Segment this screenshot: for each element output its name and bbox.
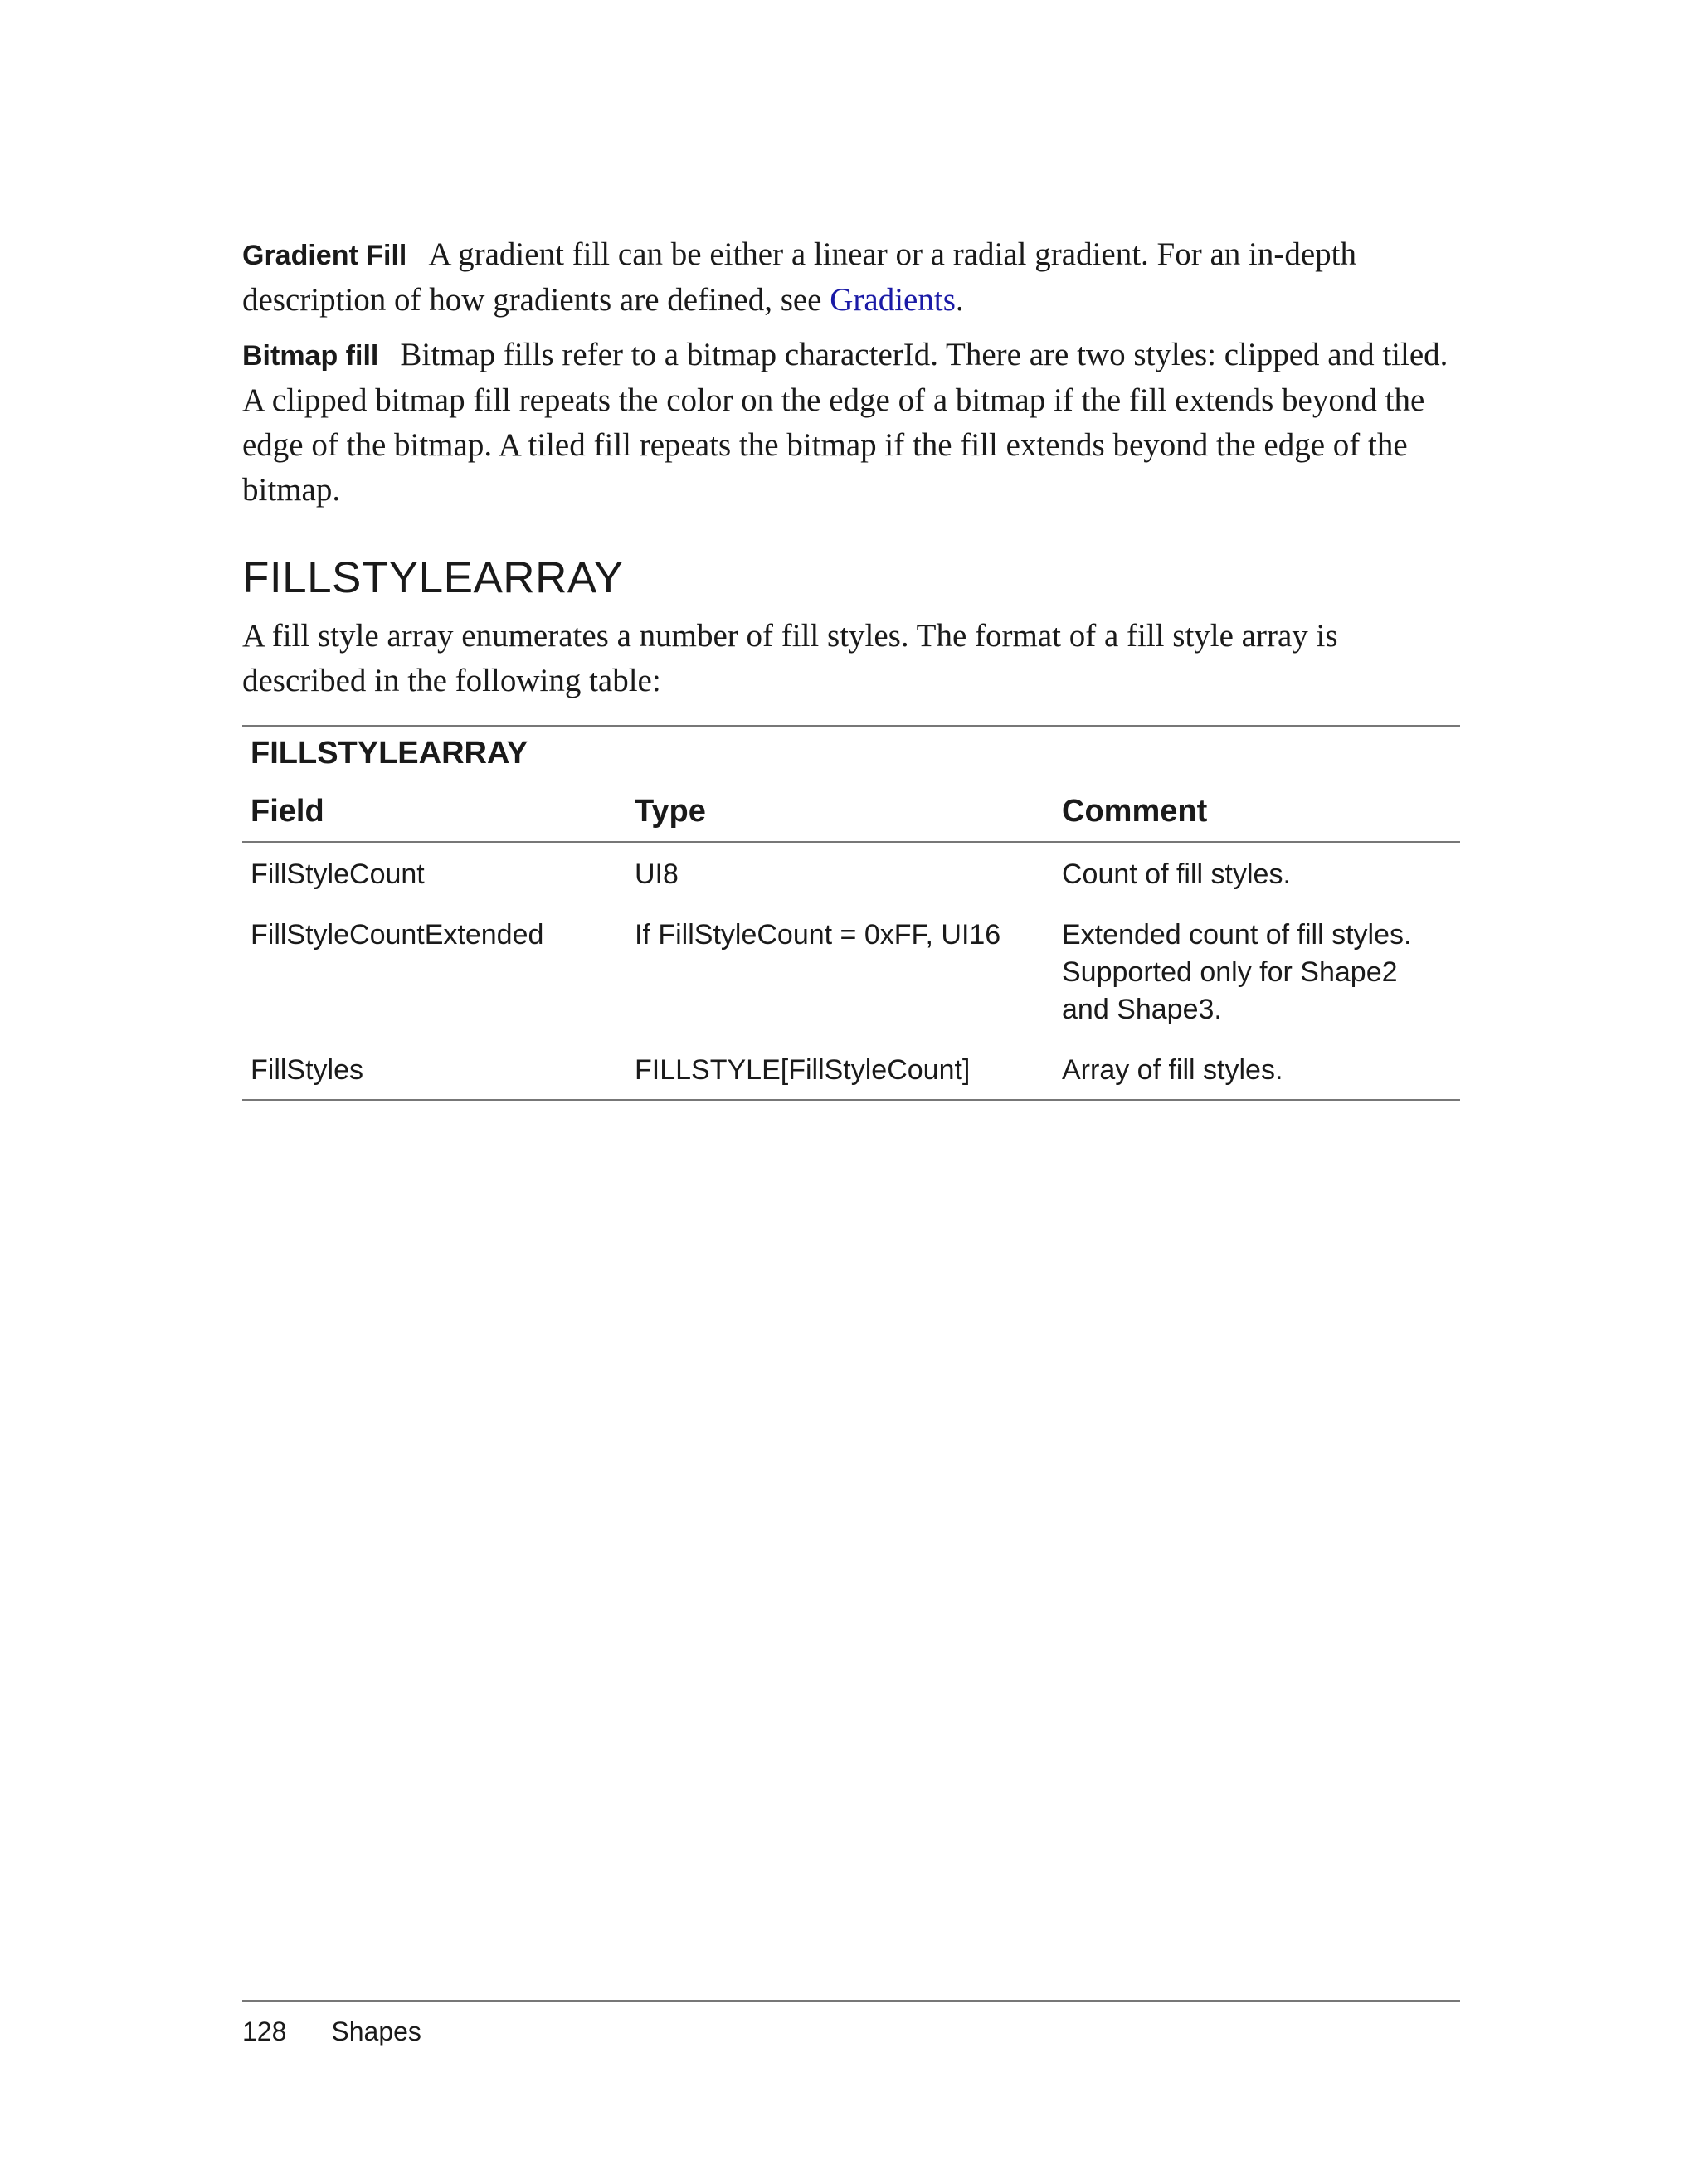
page-number: 128 [242, 2016, 287, 2046]
table-cell-comment: Array of fill styles. [1062, 1054, 1283, 1086]
table-cell-field: FillStyleCountExtended [251, 919, 544, 951]
table-header-field: Field [251, 794, 324, 829]
table-cell-comment: Count of fill styles. [1062, 859, 1291, 890]
gradient-fill-text: A gradient fill can be either a linear or a radial gradient. For an in-depth description of how gradients are defined, see [242, 236, 1357, 318]
table-row [242, 843, 1460, 903]
table-cell-field: FillStyles [251, 1054, 364, 1086]
gradient-fill-text-end: . [955, 282, 964, 318]
table-cell-type: UI8 [635, 859, 679, 890]
table-header-comment: Comment [1062, 794, 1208, 829]
bitmap-fill-text: Bitmap fills refer to a bitmap characterId. There are two styles: clipped and tiled. A clipped bitmap fill repeats the color on the edge of a bitmap if the fill extends beyond the edge of the bitmap. A tiled fill repeats the bitmap if the fill extends beyond the edge of the bitmap. [242, 337, 1448, 508]
table-cell-comment: Extended count of fill styles. Supported only for Shape2 and Shape3. [1062, 919, 1412, 1025]
section-heading: FILLSTYLEARRAY [242, 553, 624, 602]
section-intro: A fill style array enumerates a number of fill styles. The format of a fill style array is described in the following table: [242, 618, 1338, 698]
table-cell-type: If FillStyleCount = 0xFF, UI16 [635, 919, 1001, 951]
chapter-name: Shapes [331, 2016, 421, 2046]
page-content [242, 232, 1460, 1101]
table-header-type: Type [635, 794, 706, 829]
table-title: FILLSTYLEARRAY [251, 736, 528, 771]
table-cell-field: FillStyleCount [251, 859, 425, 890]
gradients-link[interactable]: Gradients [830, 282, 956, 318]
table-row [242, 1038, 1460, 1099]
table-header-row [242, 773, 1460, 843]
fillstylearray-table [242, 725, 1460, 1101]
gradient-fill-term: Gradient Fill [242, 240, 407, 271]
page-footer [242, 2000, 1460, 2048]
bitmap-fill-paragraph [242, 333, 1460, 513]
gradient-fill-paragraph [242, 232, 1460, 323]
table-cell-type: FILLSTYLE[FillStyleCount] [635, 1054, 971, 1086]
bitmap-fill-term: Bitmap fill [242, 340, 379, 372]
table-row [242, 903, 1460, 1038]
